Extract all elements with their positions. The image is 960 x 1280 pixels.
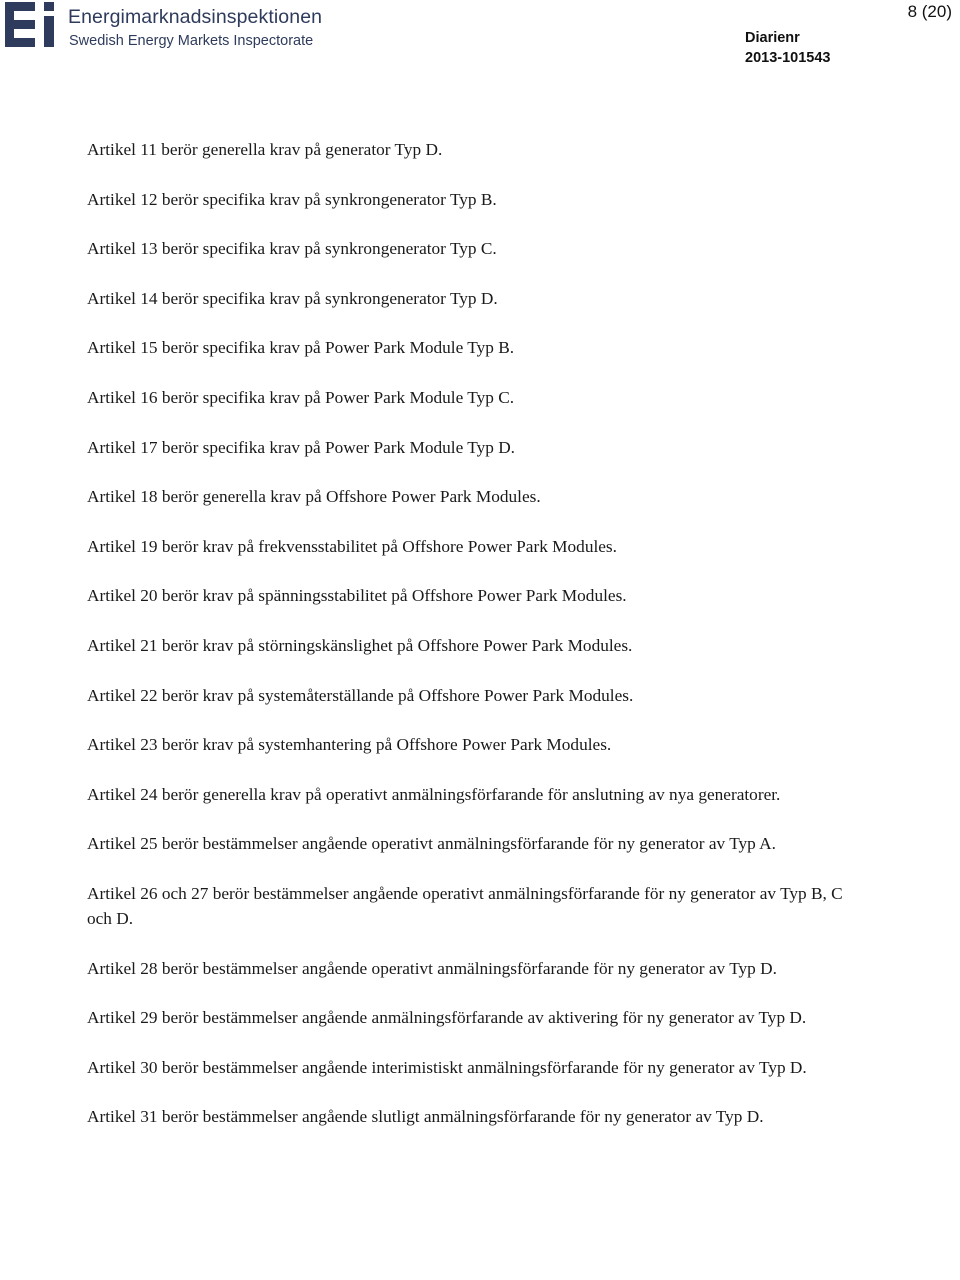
paragraph-artikel-12: Artikel 12 berör specifika krav på synkrongenerator Typ B. <box>87 189 497 209</box>
paragraph-artikel-31: Artikel 31 berör bestämmelser angående slutligt anmälningsförfarande för ny generator av Typ D. <box>87 1107 764 1127</box>
org-name-english: Swedish Energy Markets Inspectorate <box>69 33 314 49</box>
paragraph-artikel-25: Artikel 25 berör bestämmelser angående operativt anmälningsförfarande för ny generator av Typ A. <box>87 834 776 854</box>
document-body <box>87 137 847 1154</box>
page-number: 8 (20) <box>907 2 952 21</box>
paragraph-artikel-20: Artikel 20 berör krav på spänningsstabilitet på Offshore Power Park Modules. <box>87 586 627 606</box>
diarienr-label: Diarienr <box>745 30 800 46</box>
paragraph-artikel-14: Artikel 14 berör specifika krav på synkrongenerator Typ D. <box>87 288 498 308</box>
paragraph-artikel-26-27: Artikel 26 och 27 berör bestämmelser angående operativt anmälningsförfarande för ny generator av Typ B, C och D. <box>87 883 843 928</box>
paragraph-artikel-18: Artikel 18 berör generella krav på Offshore Power Park Modules. <box>87 487 541 507</box>
paragraph-artikel-23: Artikel 23 berör krav på systemhantering på Offshore Power Park Modules. <box>87 735 612 755</box>
paragraph-artikel-28: Artikel 28 berör bestämmelser angående operativt anmälningsförfarande för ny generator av Typ D. <box>87 958 777 978</box>
paragraph-artikel-30: Artikel 30 berör bestämmelser angående interimistiskt anmälningsförfarande för ny generator av Typ D. <box>87 1057 807 1077</box>
paragraph-artikel-15: Artikel 15 berör specifika krav på Power Park Module Typ B. <box>87 338 515 358</box>
ei-logo-icon <box>5 2 57 48</box>
paragraph-artikel-22: Artikel 22 berör krav på systemåterställande på Offshore Power Park Modules. <box>87 685 634 705</box>
paragraph-artikel-11: Artikel 11 berör generella krav på generator Typ D. <box>87 140 443 159</box>
paragraph-artikel-19: Artikel 19 berör krav på frekvensstabilitet på Offshore Power Park Modules. <box>87 536 617 556</box>
paragraph-artikel-17: Artikel 17 berör specifika krav på Power Park Module Typ D. <box>87 437 515 457</box>
diarienr-value: 2013-101543 <box>745 50 831 66</box>
org-name: Energimarknadsinspektionen <box>68 6 323 28</box>
paragraph-artikel-16: Artikel 16 berör specifika krav på Power Park Module Typ C. <box>87 387 515 407</box>
paragraph-artikel-24: Artikel 24 berör generella krav på operativt anmälningsförfarande för anslutning av nya generatorer. <box>87 784 781 804</box>
paragraph-artikel-29: Artikel 29 berör bestämmelser angående anmälningsförfarande av aktivering för ny generator av Typ D. <box>87 1008 807 1028</box>
paragraph-artikel-21: Artikel 21 berör krav på störningskänslighet på Offshore Power Park Modules. <box>87 635 633 655</box>
paragraph-artikel-13: Artikel 13 berör specifika krav på synkrongenerator Typ C. <box>87 239 497 259</box>
